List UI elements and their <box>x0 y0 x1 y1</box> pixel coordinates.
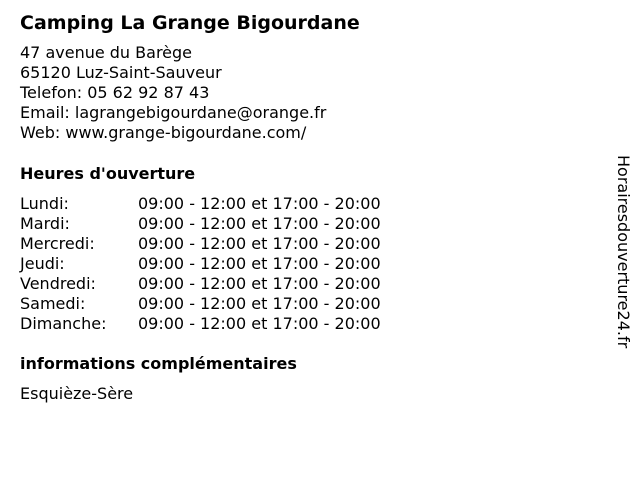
hours-time: 09:00 - 12:00 et 17:00 - 20:00 <box>138 314 381 333</box>
site-watermark <box>612 134 634 370</box>
hours-day: Mardi: <box>20 214 70 233</box>
hours-heading: Heures d'ouverture <box>20 164 196 183</box>
email-text: Email: lagrangebigourdane@orange.fr <box>20 103 327 122</box>
hours-row-dimanche <box>20 314 381 334</box>
info-heading: informations complémentaires <box>20 354 297 373</box>
contact-block <box>20 43 326 143</box>
web-text: Web: www.grange-bigourdane.com/ <box>20 123 307 142</box>
hours-time: 09:00 - 12:00 et 17:00 - 20:00 <box>138 194 381 213</box>
hours-time: 09:00 - 12:00 et 17:00 - 20:00 <box>138 254 381 273</box>
address-city: 65120 Luz-Saint-Sauveur <box>20 63 222 82</box>
hours-time: 09:00 - 12:00 et 17:00 - 20:00 <box>138 214 381 233</box>
hours-time: 09:00 - 12:00 et 17:00 - 20:00 <box>138 294 381 313</box>
hours-table <box>20 194 381 334</box>
info-text: Esquièze-Sère <box>20 384 134 403</box>
hours-day: Jeudi: <box>20 254 65 273</box>
hours-row-lundi <box>20 194 381 214</box>
hours-row-mercredi <box>20 234 381 254</box>
hours-day: Samedi: <box>20 294 86 313</box>
hours-day: Mercredi: <box>20 234 95 253</box>
hours-time: 09:00 - 12:00 et 17:00 - 20:00 <box>138 234 381 253</box>
site-watermark-text: Horairesdouverture24.fr <box>614 155 633 349</box>
business-name: Camping La Grange Bigourdane <box>20 12 360 34</box>
address-street: 47 avenue du Barège <box>20 43 193 62</box>
hours-row-samedi <box>20 294 381 314</box>
hours-row-mardi <box>20 214 381 234</box>
hours-day: Vendredi: <box>20 274 96 293</box>
hours-row-jeudi <box>20 254 381 274</box>
hours-time: 09:00 - 12:00 et 17:00 - 20:00 <box>138 274 381 293</box>
hours-day: Dimanche: <box>20 314 107 333</box>
phone-text: Telefon: 05 62 92 87 43 <box>20 83 210 102</box>
hours-row-vendredi <box>20 274 381 294</box>
hours-day: Lundi: <box>20 194 69 213</box>
